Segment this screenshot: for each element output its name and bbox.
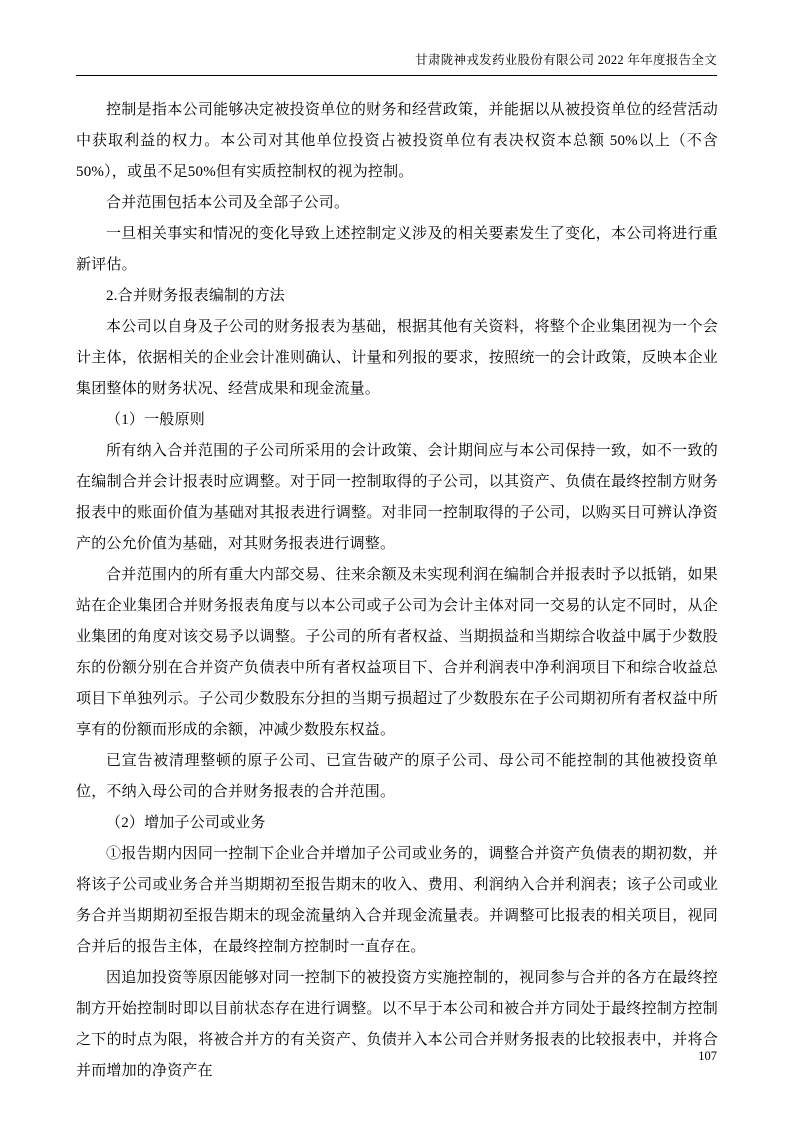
paragraph-consolidation-basis: 本公司以自身及子公司的财务报表为基础，根据其他有关资料，将整个企业集团视为一个会计主体，依据相关的企业会计准则确认、计量和列报的要求，按照统一的会计政策，反映本企业集团整体的财务状况、经营成果和现金流量。 — [76, 319, 718, 397]
sub-heading-general-principles: （1）一般原则 — [106, 412, 205, 428]
section-heading-consolidation-method: 2.合并财务报表编制的方法 — [106, 288, 285, 304]
paragraph-control-definition: 控制是指本公司能够决定被投资单位的财务和经营政策，并能据以从被投资单位的经营活动中获取利益的权力。本公司对其他单位投资占被投资单位有表决权资本总额 50%以上（不含 50%），或虽不足50%但有实质控制权的视为控制。 — [76, 102, 718, 180]
paragraph-additional-investment: 因追加投资等原因能够对同一控制下的被投资方实施控制的，视同参与合并的各方在最终控制方开始控制时即以目前状态存在进行调整。以不早于本公司和被合并方同处于最终控制方控制之下的时点为限，将被合并方的有关资产、负债并入本公司合并财务报表的比较报表中，并将合并而增加的净资产在 — [76, 970, 718, 1079]
paragraph-accounting-policy-alignment: 所有纳入合并范围的子公司所采用的会计政策、会计期间应与本公司保持一致，如不一致的在编制合并会计报表时应调整。对于同一控制取得的子公司，以其资产、负债在最终控制方财务报表中的账面价值为基础对其报表进行调整。对非同一控制取得的子公司，以购买日可辨认净资产的公允价值为基础，对其财务报表进行调整。 — [76, 443, 718, 552]
report-header-title: 甘肃陇神戎发药业股份有限公司 2022 年年度报告全文 — [415, 53, 717, 67]
paragraph-intercompany-elimination: 合并范围内的所有重大内部交易、往来余额及未实现利润在编制合并报表时予以抵销，如果站在企业集团合并财务报表角度与以本公司或子公司为会计主体对同一交易的认定不同时，从企业集团的角度对该交易予以调整。子公司的所有者权益、当期损益和当期综合收益中属于少数股东的份额分别在合并资产负债表中所有者权益项目下、合并利润表中净利润项目下和综合收益总项目下单独列示。子公司少数股东分担的当期亏损超过了少数股东在子公司期初所有者权益中所享有的份额而形成的余额，冲减少数股东权益。 — [76, 567, 718, 738]
page-header — [76, 50, 717, 76]
sub-heading-adding-subsidiaries: （2）增加子公司或业务 — [106, 815, 266, 831]
document-body — [76, 95, 718, 1087]
paragraph-excluded-subsidiaries: 已宣告被清理整顿的原子公司、已宣告破产的原子公司、母公司不能控制的其他被投资单位，不纳入母公司的合并财务报表的合并范围。 — [76, 753, 718, 800]
paragraph-reassessment: 一旦相关事实和情况的变化导致上述控制定义涉及的相关要素发生了变化，本公司将进行重新评估。 — [76, 226, 718, 273]
paragraph-consolidation-scope: 合并范围包括本公司及全部子公司。 — [106, 195, 350, 211]
page-number: 107 — [698, 1049, 717, 1063]
paragraph-same-control-merger: ①报告期内因同一控制下企业合并增加子公司或业务的，调整合并资产负债表的期初数，并将该子公司或业务合并当期期初至报告期末的收入、费用、利润纳入合并利润表；该子公司或业务合并当期期初至报告期末的现金流量纳入合并现金流量表。并调整可比报表的相关项目，视同合并后的报告主体，在最终控制方控制时一直存在。 — [76, 846, 718, 955]
